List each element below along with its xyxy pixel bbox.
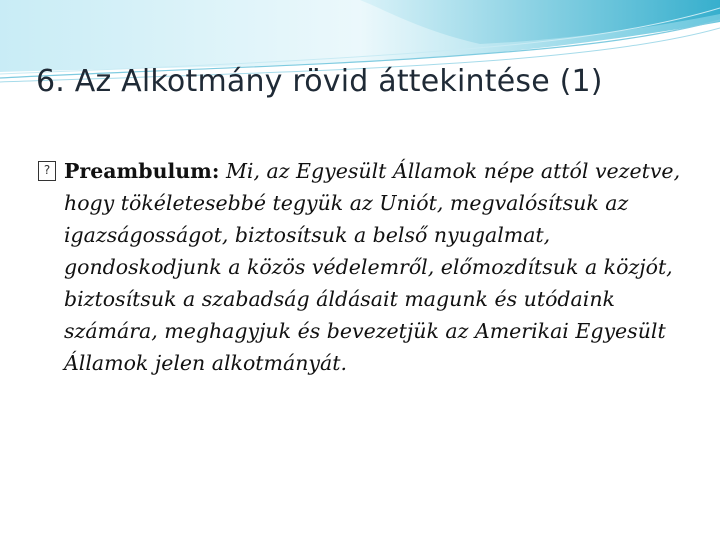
- bullet-icon: ?: [38, 161, 56, 181]
- preamble-text: Mi, az Egyesült Államok népe attól vezetve, hogy tökéletesebbé tegyük az Uniót, megvalósítsuk az igazságosságot, biztosítsuk a belső nyugalmat, gondoskodjunk a közös védelemről, előmozdítsuk a közjót, biztosítsuk a szabadság áldásait magunk és utódaink számára, meghagyjuk és bevezetjük az Amerikai Egyesült Államok jelen alkotmányát.: [64, 159, 681, 375]
- page-title: 6. Az Alkotmány rövid áttekintése (1): [36, 64, 603, 99]
- preamble-heading: Preambulum:: [64, 159, 220, 183]
- preamble-paragraph-block: [38, 155, 698, 379]
- preamble-paragraph: [38, 155, 698, 379]
